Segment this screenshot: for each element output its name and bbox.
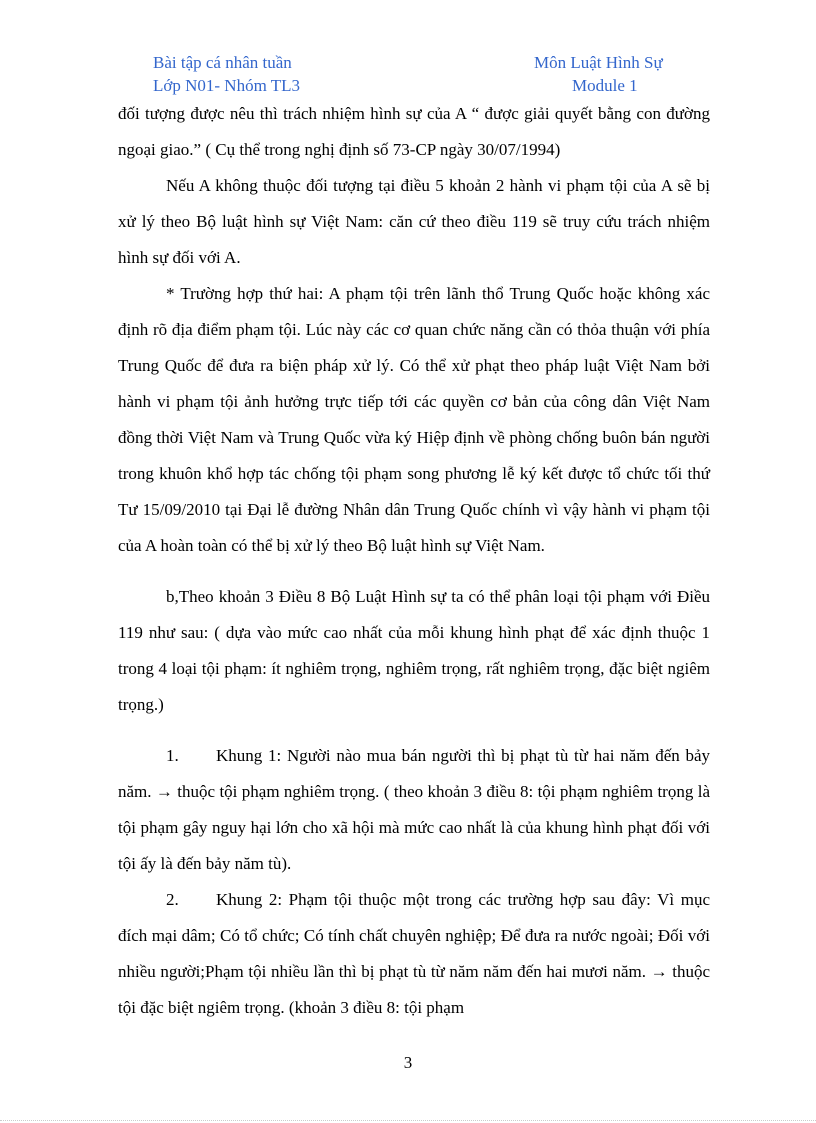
paragraph-spacer xyxy=(118,564,710,579)
list-item-number: 1. xyxy=(166,746,179,765)
list-item-number: 2. xyxy=(166,890,179,909)
list-item xyxy=(118,738,710,882)
header-module: Module 1 xyxy=(572,76,638,95)
list-item-text: Khung 1: Người nào mua bán người thì bị phạt tù từ hai năm đến bảy năm. → thuộc tội phạm nghiêm trọng. ( theo khoản 3 điều 8: tội phạm nghiêm trọng là tội phạm gây nguy hại lớn cho xã hội mà mức cao nhất là của khung hình phạt đối với tội ấy là đến bảy năm tù). xyxy=(118,746,710,873)
paragraph-continuation: đối tượng được nêu thì trách nhiệm hình sự của A “ được giải quyết bằng con đường ngoại giao.” ( Cụ thể trong nghị định số 73-CP ngày 30/07/1994) xyxy=(118,104,710,159)
paragraph-case-two: * Trường hợp thứ hai: A phạm tội trên lãnh thổ Trung Quốc hoặc không xác định rõ địa điểm phạm tội. Lúc này các cơ quan chức năng cần có thỏa thuận với phía Trung Quốc để đưa ra biện pháp xử lý. Có thể xử phạt theo pháp luật Việt Nam bởi hành vi phạm tội ảnh hưởng trực tiếp tới các quyền cơ bản của công dân Việt Nam đồng thời Việt Nam và Trung Quốc vừa ký Hiệp định về phòng chống buôn bán người trong khuôn khổ hợp tác chống tội phạm song phương lễ ký kết được tổ chức tối thứ Tư 15/09/2010 tại Đại lễ đường Nhân dân Trung Quốc chính vì vậy hành vi phạm tội của A hoàn toàn có thể bị xử lý theo Bộ luật hình sự Việt Nam. xyxy=(118,284,710,555)
paragraph-classification: b,Theo khoản 3 Điều 8 Bộ Luật Hình sự ta có thể phân loại tội phạm với Điều 119 như sau: ( dựa vào mức cao nhất của mỗi khung hình phạt để xác định thuộc 1 trong 4 loại tội phạm: ít nghiêm trọng, nghiêm trọng, rất nghiêm trọng, đặc biệt ngiêm trọng.) xyxy=(118,587,710,714)
header-course-title: Bài tập cá nhân tuần xyxy=(153,53,292,72)
document-body xyxy=(118,96,710,1026)
list-item-text: Khung 2: Phạm tội thuộc một trong các trường hợp sau đây: Vì mục đích mại dâm; Có tổ chức; Có tính chất chuyên nghiệp; Để đưa ra nước ngoài; Đối với nhiều người;Phạm tội nhiều lần thì bị phạt tù từ năm năm đến hai mươi năm. → thuộc tội đặc biệt ngiêm trọng. (khoản 3 điều 8: tội phạm xyxy=(118,890,710,1017)
paragraph-case-one: Nếu A không thuộc đối tượng tại điều 5 khoản 2 hành vi phạm tội của A sẽ bị xử lý theo Bộ luật hình sự Việt Nam: căn cứ theo điều 119 sẽ truy cứu trách nhiệm hình sự đối với A. xyxy=(118,176,710,267)
page-bottom-border xyxy=(0,1120,816,1121)
header-class-group: Lớp N01- Nhóm TL3 xyxy=(153,76,301,95)
header-subject: Môn Luật Hình Sự xyxy=(534,53,663,72)
page-number: 3 xyxy=(403,1053,413,1072)
paragraph-spacer xyxy=(118,723,710,738)
list-item xyxy=(118,882,710,1026)
